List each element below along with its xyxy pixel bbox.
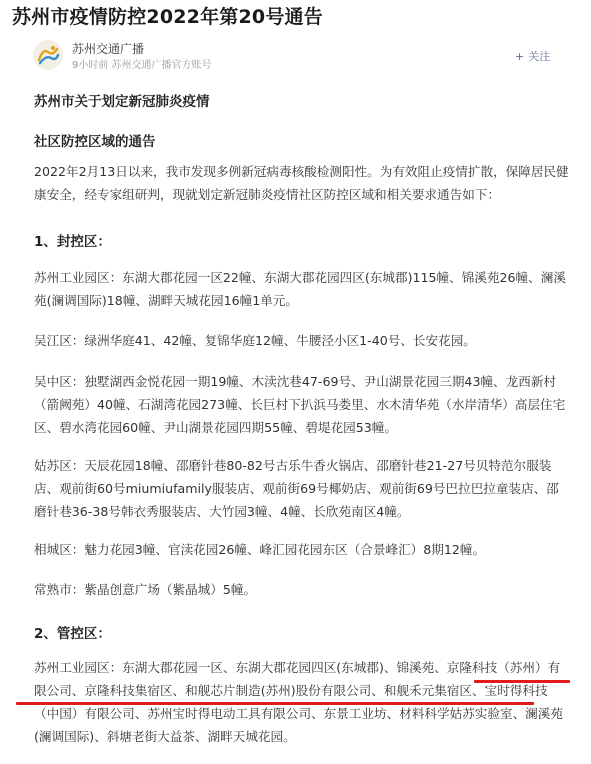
plus-icon: + bbox=[515, 50, 525, 63]
follow-button[interactable] bbox=[515, 48, 550, 64]
closure-zone-wujiang: 吴江区：绿洲华庭41、42幢、复锦华庭12幢、牛腰泾小区1-40号、长安花园。 bbox=[34, 333, 476, 348]
closure-zone-gusu: 姑苏区：天辰花园18幢、邵磨针巷80-82号古乐牛香火锅店、邵磨针巷21-27号贝特范尔服装店、观前街60号miumiufamily服装店、观前街69号椰奶店、观前街69号巴拉巴拉童装店、邵磨针巷36-38号韩衣秀服装店、大竹园3幢、4幢、长欣苑南区4幢。 bbox=[34, 458, 559, 519]
control-zone-sip: 苏州工业园区：东湖大郡花园一区、东湖大郡花园四区(东城郡)、锦溪苑、京隆科技（苏州）有限公司、京隆科技集宿区、和舰芯片制造(苏州)股份有限公司、和舰禾元集宿区、宝时得科技（中国）有限公司、苏州宝时得电动工具有限公司、东景工业坊、材料科学姑苏实验室、澜溪苑(澜调国际)、斜塘老街大益茶、湖畔天城花园。 bbox=[34, 660, 563, 744]
account-avatar[interactable] bbox=[33, 40, 63, 70]
highlight-underline-2 bbox=[16, 702, 534, 705]
account-meta: 9小时前 苏州交通广播官方账号 bbox=[72, 60, 212, 71]
follow-label: 关注 bbox=[528, 50, 551, 63]
closure-zone-sip: 苏州工业园区：东湖大郡花园一区22幢、东湖大郡花园四区(东城郡)115幢、锦溪苑26幢、澜溪苑(澜调国际)18幢、湖畔天城花园16幢1单元。 bbox=[34, 270, 566, 308]
account-name[interactable]: 苏州交通广播 bbox=[72, 42, 145, 56]
closure-zone-xiangcheng: 相城区：魅力花园3幢、官渎花园26幢、峰汇园花园东区（合景峰汇）8期12幢。 bbox=[34, 542, 486, 557]
article-title: 苏州市疫情防控2022年第20号通告 bbox=[12, 6, 323, 28]
section2-title: 2、管控区： bbox=[34, 626, 111, 642]
content-heading-2: 社区防控区域的通告 bbox=[34, 134, 156, 150]
closure-zone-wuzhong: 吴中区：独墅湖西金悦花园一期19幢、木渎沈巷47-69号、尹山湖景花园三期43幢、龙西新村（箭阙苑）40幢、石湖湾花园273幢、长巨村下扒浜马娄里、水木清华苑（水岸清华）高层住宅区、碧水湾花园60幢、尹山湖景花园四期55幢、碧堤花园53幢。 bbox=[34, 374, 566, 435]
highlight-underline-1 bbox=[474, 680, 570, 683]
account-logo-icon bbox=[33, 40, 63, 70]
content-heading-1: 苏州市关于划定新冠肺炎疫情 bbox=[34, 94, 210, 110]
section1-title: 1、封控区： bbox=[34, 234, 111, 250]
intro-paragraph: 2022年2月13日以来，我市发现多例新冠病毒核酸检测阳性。为有效阻止疫情扩散，保障居民健康安全，经专家组研判，现就划定新冠肺炎疫情社区防控区域和相关要求通告如下： bbox=[34, 164, 569, 202]
closure-zone-changshu: 常熟市：紫晶创意广场（紫晶城）5幢。 bbox=[34, 582, 257, 597]
